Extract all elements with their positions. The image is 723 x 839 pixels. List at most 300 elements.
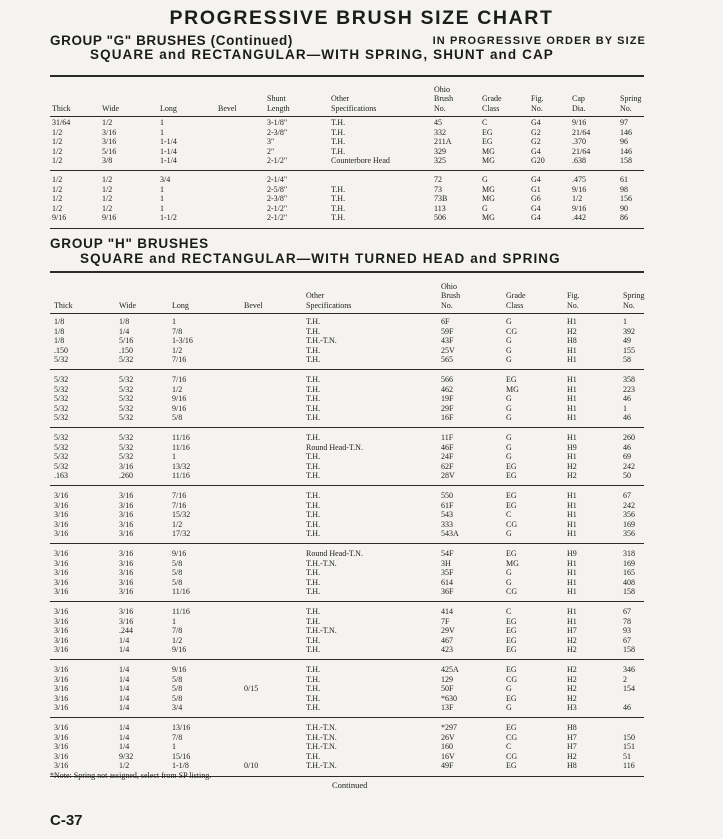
column-header: [218, 104, 237, 114]
column-header-line: Thick: [52, 103, 71, 113]
table-cell: 46: [623, 442, 631, 452]
column-header-line: Wide: [119, 300, 137, 310]
table-cell: 116: [623, 761, 635, 770]
table-cell: 54F: [441, 549, 454, 558]
table-cell: G: [506, 684, 512, 693]
table-cell: 7/16: [172, 375, 187, 384]
table-cell: 3/16: [102, 137, 117, 147]
table-cell: *297: [441, 723, 457, 732]
table-cell: 5/32: [54, 461, 69, 471]
column-header-line: No.: [620, 103, 632, 113]
table-cell: C: [506, 510, 512, 519]
table-cell: 3": [267, 137, 275, 147]
table-cell: EG: [506, 693, 517, 703]
column-header-line: Spring: [620, 94, 642, 103]
table-cell: 506: [434, 213, 446, 223]
table-cell: H8: [567, 761, 577, 770]
table-cell: 73B: [434, 194, 448, 204]
table-rule: [50, 228, 644, 229]
table-cell: 3/16: [102, 127, 117, 137]
table-cell: 6F: [441, 317, 450, 326]
column-header: [119, 301, 136, 311]
table-cell: CG: [506, 326, 518, 336]
table-cell: G: [506, 442, 512, 452]
table-cell: 146: [620, 146, 632, 156]
table-cell: 358: [623, 375, 635, 384]
table-cell: 3/8: [102, 156, 113, 166]
column-header-line: No.: [434, 103, 446, 113]
table-cell: H1: [567, 433, 577, 442]
table-cell: H1: [567, 616, 577, 626]
table-cell: 155: [623, 345, 635, 355]
table-cell: 1/2: [52, 203, 63, 213]
table-cell: 2": [267, 146, 275, 156]
column-header-line: Bevel: [244, 300, 263, 310]
table-cell: C: [506, 742, 512, 751]
column-header-line: Grade: [506, 291, 526, 300]
table-cell: T.H.: [306, 355, 321, 364]
table-cell: 29F: [441, 403, 454, 413]
table-cell: T.H.: [331, 213, 346, 223]
table-cell: 13/16: [172, 723, 191, 732]
table-cell: 3/4: [160, 175, 171, 184]
table-cell: G20: [531, 156, 545, 166]
table-cell: 49F: [441, 761, 454, 770]
table-cell: 156: [620, 194, 632, 204]
column-header-line: Ohio: [434, 84, 450, 94]
column-header-line: Class: [506, 300, 524, 310]
table-cell: 3/16: [54, 684, 69, 693]
table-cell: G: [506, 413, 512, 422]
table-cell: 2-1/2": [267, 156, 288, 166]
table-cell: 158: [620, 156, 632, 166]
table-cell: .163: [54, 471, 68, 480]
table-cell: C: [506, 607, 512, 616]
table-cell: 11F: [441, 433, 454, 442]
group-g-subheading: SQUARE and RECTANGULAR—WITH SPRING, SHUNT and CAP: [90, 47, 554, 62]
table-cell: T.H.: [306, 635, 321, 645]
table-cell: H7: [567, 626, 577, 635]
table-cell: 1/2: [172, 519, 183, 529]
continued-label: Continued: [332, 780, 368, 790]
column-header: [567, 291, 580, 310]
table-cell: MG: [506, 558, 519, 568]
table-cell: .150: [119, 345, 133, 355]
table-cell: H1: [567, 607, 577, 616]
table-cell: 9/16: [572, 203, 587, 213]
table-cell: 5/8: [172, 674, 183, 684]
table-cell: 5/16: [102, 146, 117, 156]
table-cell: 3/16: [119, 568, 134, 577]
table-cell: 62F: [441, 461, 454, 471]
table-cell: 5/32: [119, 403, 134, 413]
table-cell: T.H.: [306, 645, 321, 654]
table-cell: 5/32: [119, 413, 134, 422]
table-cell: EG: [506, 549, 517, 558]
table-cell: 9/16: [52, 213, 67, 223]
table-rule: [50, 116, 644, 117]
table-cell: T.H.: [306, 491, 321, 500]
table-cell: MG: [482, 184, 495, 194]
table-cell: 1/2: [102, 194, 113, 204]
column-header: [102, 104, 119, 114]
table-cell: H9: [567, 549, 577, 558]
table-cell: 5/32: [54, 452, 69, 461]
column-header: [506, 291, 526, 310]
table-cell: 11/16: [172, 587, 190, 596]
table-cell: 1/2: [52, 127, 63, 137]
column-header-line: Other: [331, 94, 350, 103]
column-header: [441, 282, 460, 311]
column-header-line: No.: [531, 103, 543, 113]
table-rule: [50, 659, 644, 660]
table-cell: EG: [506, 626, 517, 635]
table-cell: 46: [623, 703, 631, 712]
table-cell: T.H.: [306, 500, 321, 510]
table-cell: 3/16: [54, 674, 69, 684]
table-cell: 51: [623, 751, 631, 761]
table-cell: 69: [623, 452, 631, 461]
table-cell: 31/64: [52, 118, 71, 127]
table-cell: EG: [506, 471, 517, 480]
table-cell: C: [482, 118, 488, 127]
table-cell: 3H: [441, 558, 451, 568]
table-cell: 543A: [441, 529, 459, 538]
table-cell: 211A: [434, 137, 452, 147]
table-cell: 1/2: [172, 635, 183, 645]
table-cell: H2: [567, 471, 577, 480]
table-cell: 9/16: [172, 665, 187, 674]
table-cell: 5/32: [54, 355, 69, 364]
table-cell: G: [506, 703, 512, 712]
table-cell: 3/16: [119, 607, 134, 616]
table-cell: 1: [160, 118, 164, 127]
table-cell: 1: [172, 452, 176, 461]
table-cell: 5/32: [54, 394, 69, 403]
table-cell: 97: [620, 118, 628, 127]
table-cell: 0/10: [244, 761, 259, 770]
column-header: [52, 104, 71, 114]
table-cell: T.H.-T.N.: [306, 732, 337, 742]
table-cell: G2: [531, 137, 541, 147]
table-cell: G: [482, 203, 488, 213]
table-cell: 3/16: [119, 616, 134, 626]
table-cell: 3/16: [54, 500, 69, 510]
table-cell: T.H.: [331, 127, 346, 137]
table-cell: EG: [506, 375, 517, 384]
column-header-line: Fig.: [531, 94, 544, 103]
column-header: [482, 94, 502, 113]
table-cell: 3/16: [119, 510, 134, 519]
table-cell: H1: [567, 413, 577, 422]
table-cell: EG: [482, 137, 493, 147]
table-cell: 1/2: [52, 137, 63, 147]
table-cell: 5/32: [54, 384, 69, 394]
table-cell: 17/32: [172, 529, 191, 538]
table-cell: 5/32: [54, 442, 69, 452]
table-cell: 5/32: [119, 452, 134, 461]
table-cell: 1/4: [119, 674, 130, 684]
column-header-line: Specifications: [306, 300, 352, 310]
table-cell: G1: [531, 184, 541, 194]
table-cell: 9/16: [172, 394, 187, 403]
table-cell: T.H.: [331, 184, 346, 194]
table-cell: EG: [506, 723, 517, 732]
column-header-line: Other: [306, 291, 325, 300]
column-header: [531, 94, 544, 113]
table-cell: T.H.: [306, 461, 321, 471]
table-cell: 3/16: [54, 558, 69, 568]
table-cell: 3/16: [54, 645, 69, 654]
table-cell: *630: [441, 693, 457, 703]
table-cell: 1/2: [102, 203, 113, 213]
table-cell: 356: [623, 529, 635, 538]
table-cell: 3/16: [54, 568, 69, 577]
column-header-line: Class: [482, 103, 500, 113]
table-cell: H1: [567, 529, 577, 538]
table-cell: T.H.: [306, 345, 321, 355]
column-header-line: Long: [172, 300, 189, 310]
table-cell: 46F: [441, 442, 454, 452]
column-header-line: Dia.: [572, 103, 586, 113]
table-cell: CG: [506, 587, 518, 596]
table-cell: 1: [623, 317, 627, 326]
table-cell: T.H.: [331, 118, 346, 127]
table-cell: 3/16: [54, 587, 69, 596]
column-header-line: Length: [267, 103, 290, 113]
table-cell: G: [506, 394, 512, 403]
table-cell: G: [506, 336, 512, 345]
table-cell: 550: [441, 491, 453, 500]
column-header: [331, 94, 376, 113]
table-cell: 462: [441, 384, 453, 394]
table-cell: 1/2: [102, 184, 113, 194]
table-cell: G: [506, 529, 512, 538]
table-rule: [50, 717, 644, 718]
table-cell: T.H.: [306, 394, 321, 403]
table-cell: 1/8: [54, 336, 65, 345]
table-cell: H1: [567, 375, 577, 384]
table-cell: 5/32: [54, 375, 69, 384]
table-cell: 96: [620, 137, 628, 147]
table-cell: 414: [441, 607, 453, 616]
table-cell: T.H.: [331, 203, 346, 213]
column-header: [623, 291, 644, 310]
table-cell: 24F: [441, 452, 454, 461]
table-cell: .150: [54, 345, 68, 355]
table-cell: 9/16: [102, 213, 117, 223]
table-cell: H2: [567, 684, 577, 693]
table-cell: 2-1/2": [267, 203, 288, 213]
table-cell: EG: [506, 665, 517, 674]
table-cell: MG: [482, 213, 495, 223]
table-cell: 1: [160, 127, 164, 137]
table-cell: 5/8: [172, 568, 183, 577]
table-cell: H2: [567, 326, 577, 336]
table-cell: 1/2: [119, 761, 130, 770]
table-cell: .260: [119, 471, 133, 480]
table-cell: 28V: [441, 471, 455, 480]
table-cell: 5/32: [119, 375, 134, 384]
table-cell: 3/16: [54, 510, 69, 519]
table-cell: T.H.: [306, 616, 321, 626]
table-cell: 72: [434, 175, 442, 184]
table-cell: MG: [482, 194, 495, 204]
table-cell: 1-1/4: [160, 146, 177, 156]
table-cell: 165: [623, 568, 635, 577]
table-cell: 425A: [441, 665, 459, 674]
table-cell: 2-3/8": [267, 194, 288, 204]
table-cell: 1/4: [119, 742, 130, 751]
table-cell: 356: [623, 510, 635, 519]
table-cell: G: [506, 317, 512, 326]
table-cell: T.H.: [306, 665, 321, 674]
table-cell: 242: [623, 500, 635, 510]
table-rule: [50, 543, 644, 544]
column-header: [244, 301, 263, 311]
table-cell: 0/15: [244, 684, 259, 693]
table-cell: 3/16: [54, 519, 69, 529]
table-cell: T.H.-T.N.: [306, 742, 337, 751]
table-cell: H1: [567, 317, 577, 326]
table-cell: G: [506, 577, 512, 587]
column-header-line: Fig.: [567, 291, 580, 300]
table-cell: H2: [567, 461, 577, 471]
column-header-line: Bevel: [218, 103, 237, 113]
table-cell: T.H.: [306, 471, 321, 480]
column-header-line: Specifications: [331, 103, 377, 113]
table-rule: [50, 170, 644, 171]
table-cell: 29V: [441, 626, 455, 635]
table-cell: 3/16: [54, 549, 69, 558]
table-cell: H2: [567, 674, 577, 684]
table-cell: .638: [572, 156, 586, 166]
column-header-line: Brush: [434, 94, 454, 103]
page-title: PROGRESSIVE BRUSH SIZE CHART: [169, 7, 554, 29]
table-cell: 46: [623, 413, 631, 422]
table-cell: 154: [623, 684, 635, 693]
table-cell: Counterbore Head: [331, 156, 390, 166]
table-cell: 423: [441, 645, 453, 654]
table-cell: T.H.: [306, 568, 321, 577]
table-cell: 1: [623, 403, 627, 413]
column-header-line: Cap: [572, 94, 585, 103]
table-cell: 2-1/4": [267, 175, 288, 184]
table-cell: 9/16: [172, 549, 187, 558]
table-cell: EG: [506, 491, 517, 500]
table-cell: H2: [567, 645, 577, 654]
table-cell: 1/4: [119, 684, 130, 693]
table-cell: 98: [620, 184, 628, 194]
table-cell: 3/16: [119, 519, 134, 529]
table-cell: G4: [531, 146, 541, 156]
column-header-line: No.: [567, 300, 579, 310]
table-cell: 1/8: [54, 326, 65, 336]
table-cell: 1/2: [52, 184, 63, 194]
table-cell: CG: [506, 519, 518, 529]
table-cell: 1: [160, 184, 164, 194]
table-cell: 3/16: [54, 742, 69, 751]
table-cell: T.H.: [306, 577, 321, 587]
table-rule: [50, 601, 644, 602]
table-cell: 19F: [441, 394, 454, 403]
table-cell: 332: [434, 127, 446, 137]
table-cell: 160: [441, 742, 453, 751]
table-cell: H1: [567, 394, 577, 403]
table-cell: 90: [620, 203, 628, 213]
table-cell: 5/8: [172, 693, 183, 703]
table-cell: CG: [506, 751, 518, 761]
table-cell: H1: [567, 519, 577, 529]
table-cell: 151: [623, 742, 635, 751]
table-cell: T.H.: [331, 146, 346, 156]
table-cell: 1/4: [119, 693, 130, 703]
table-cell: 614: [441, 577, 453, 587]
table-cell: H2: [567, 665, 577, 674]
column-header: [172, 301, 189, 311]
table-cell: 7/8: [172, 626, 183, 635]
table-cell: 3/16: [54, 577, 69, 587]
table-cell: 7/16: [172, 355, 187, 364]
table-cell: 1/2: [52, 146, 63, 156]
table-cell: CG: [506, 674, 518, 684]
table-cell: 7/8: [172, 326, 183, 336]
group-h-heading: GROUP "H" BRUSHES: [50, 236, 209, 251]
table-cell: H1: [567, 500, 577, 510]
table-cell: G2: [531, 127, 541, 137]
column-header: [620, 94, 641, 113]
table-cell: 1/4: [119, 326, 130, 336]
table-cell: 36F: [441, 587, 454, 596]
group-h-subheading: SQUARE and RECTANGULAR—WITH TURNED HEAD and SPRING: [80, 251, 561, 266]
table-cell: 1-3/16: [172, 336, 193, 345]
table-cell: 1/2: [172, 345, 183, 355]
table-cell: 59F: [441, 326, 454, 336]
table-cell: 1/2: [102, 175, 113, 184]
table-cell: 5/8: [172, 684, 183, 693]
table-cell: EG: [506, 635, 517, 645]
table-cell: 26V: [441, 732, 455, 742]
table-rule: [50, 271, 644, 273]
table-cell: 50F: [441, 684, 454, 693]
table-cell: T.H.: [331, 137, 346, 147]
table-cell: 35F: [441, 568, 454, 577]
table-cell: 2-5/8": [267, 184, 288, 194]
table-cell: 242: [623, 461, 635, 471]
table-cell: T.H.: [306, 384, 321, 394]
table-cell: 1-1/8: [172, 761, 189, 770]
table-cell: 1/4: [119, 703, 130, 712]
table-cell: 158: [623, 645, 635, 654]
table-cell: G: [506, 452, 512, 461]
table-cell: 67: [623, 635, 631, 645]
table-cell: 7/8: [172, 732, 183, 742]
table-cell: 5/32: [119, 355, 134, 364]
group-g-heading: GROUP "G" BRUSHES (Continued): [50, 33, 293, 48]
table-cell: 169: [623, 519, 635, 529]
table-cell: 43F: [441, 336, 454, 345]
table-rule: [50, 485, 644, 486]
table-cell: 45: [434, 118, 442, 127]
table-cell: 67: [623, 607, 631, 616]
table-cell: 408: [623, 577, 635, 587]
table-cell: 7/16: [172, 500, 187, 510]
table-cell: 9/32: [119, 751, 134, 761]
table-cell: 158: [623, 587, 635, 596]
table-cell: 21/64: [572, 127, 591, 137]
table-cell: H3: [567, 703, 577, 712]
table-cell: .370: [572, 137, 586, 147]
